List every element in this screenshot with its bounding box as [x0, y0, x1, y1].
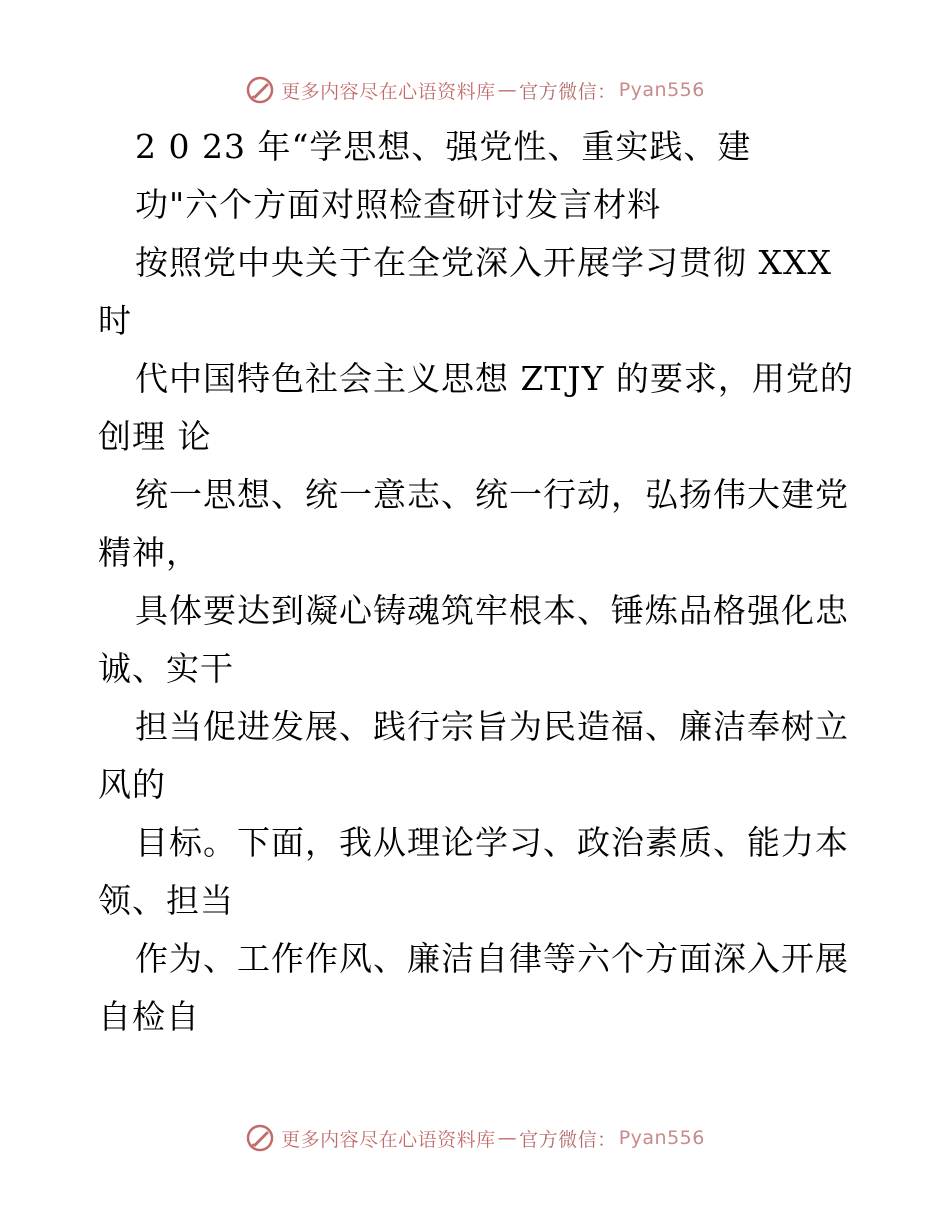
quill-pen-seal-icon — [245, 75, 275, 105]
paragraph-line: 时 — [98, 301, 132, 340]
watermark-wechat-id: Pyan556 — [618, 79, 705, 101]
paragraph-line: 领、担当 — [98, 881, 234, 920]
paragraph-line: 统一思想、统一意志、统一行动，弘扬伟大建党 — [135, 475, 849, 514]
paragraph-line: 具体要达到凝心铸魂筑牢根本、锤炼品格强化忠 — [135, 591, 849, 630]
paragraph-line: 自检自 — [98, 997, 200, 1036]
paragraph-line: 担当促进发展、践行宗旨为民造福、廉洁奉树立 — [135, 707, 849, 746]
watermark-main-text: 更多内容尽在心语资料库 — [281, 1128, 496, 1151]
title-line-2: 功"六个方面对照检查研讨发言材料 — [135, 185, 662, 224]
header-watermark — [0, 70, 950, 110]
paragraph-line: 诚、实干 — [98, 649, 234, 688]
paragraph-line: 精神， — [98, 533, 200, 572]
watermark-wechat-label: 官方微信： — [519, 1128, 617, 1151]
paragraph-line: 代中国特色社会主义思想 ZTJY 的要求，用党的 — [135, 359, 854, 398]
watermark-dash: — — [497, 1127, 518, 1149]
paragraph-line: 按照党中央关于在全党深入开展学习贯彻 XXX — [135, 243, 832, 282]
paragraph-line: 风的 — [98, 765, 166, 804]
watermark-main-text: 更多内容尽在心语资料库 — [281, 80, 496, 103]
footer-watermark — [0, 1118, 950, 1158]
paragraph-line: 作为、工作作风、廉洁自律等六个方面深入开展 — [135, 939, 849, 978]
quill-pen-seal-icon — [245, 1123, 275, 1153]
paragraph-line: 创理 论 — [98, 417, 212, 456]
watermark-wechat-id: Pyan556 — [618, 1127, 705, 1149]
title-line-1: 2 0 23 年“学思想、强党性、重实践、建 — [135, 127, 752, 166]
watermark-dash: — — [497, 79, 518, 101]
paragraph-line: 目标。下面，我从理论学习、政治素质、能力本 — [135, 823, 849, 862]
watermark-wechat-label: 官方微信： — [519, 80, 617, 103]
